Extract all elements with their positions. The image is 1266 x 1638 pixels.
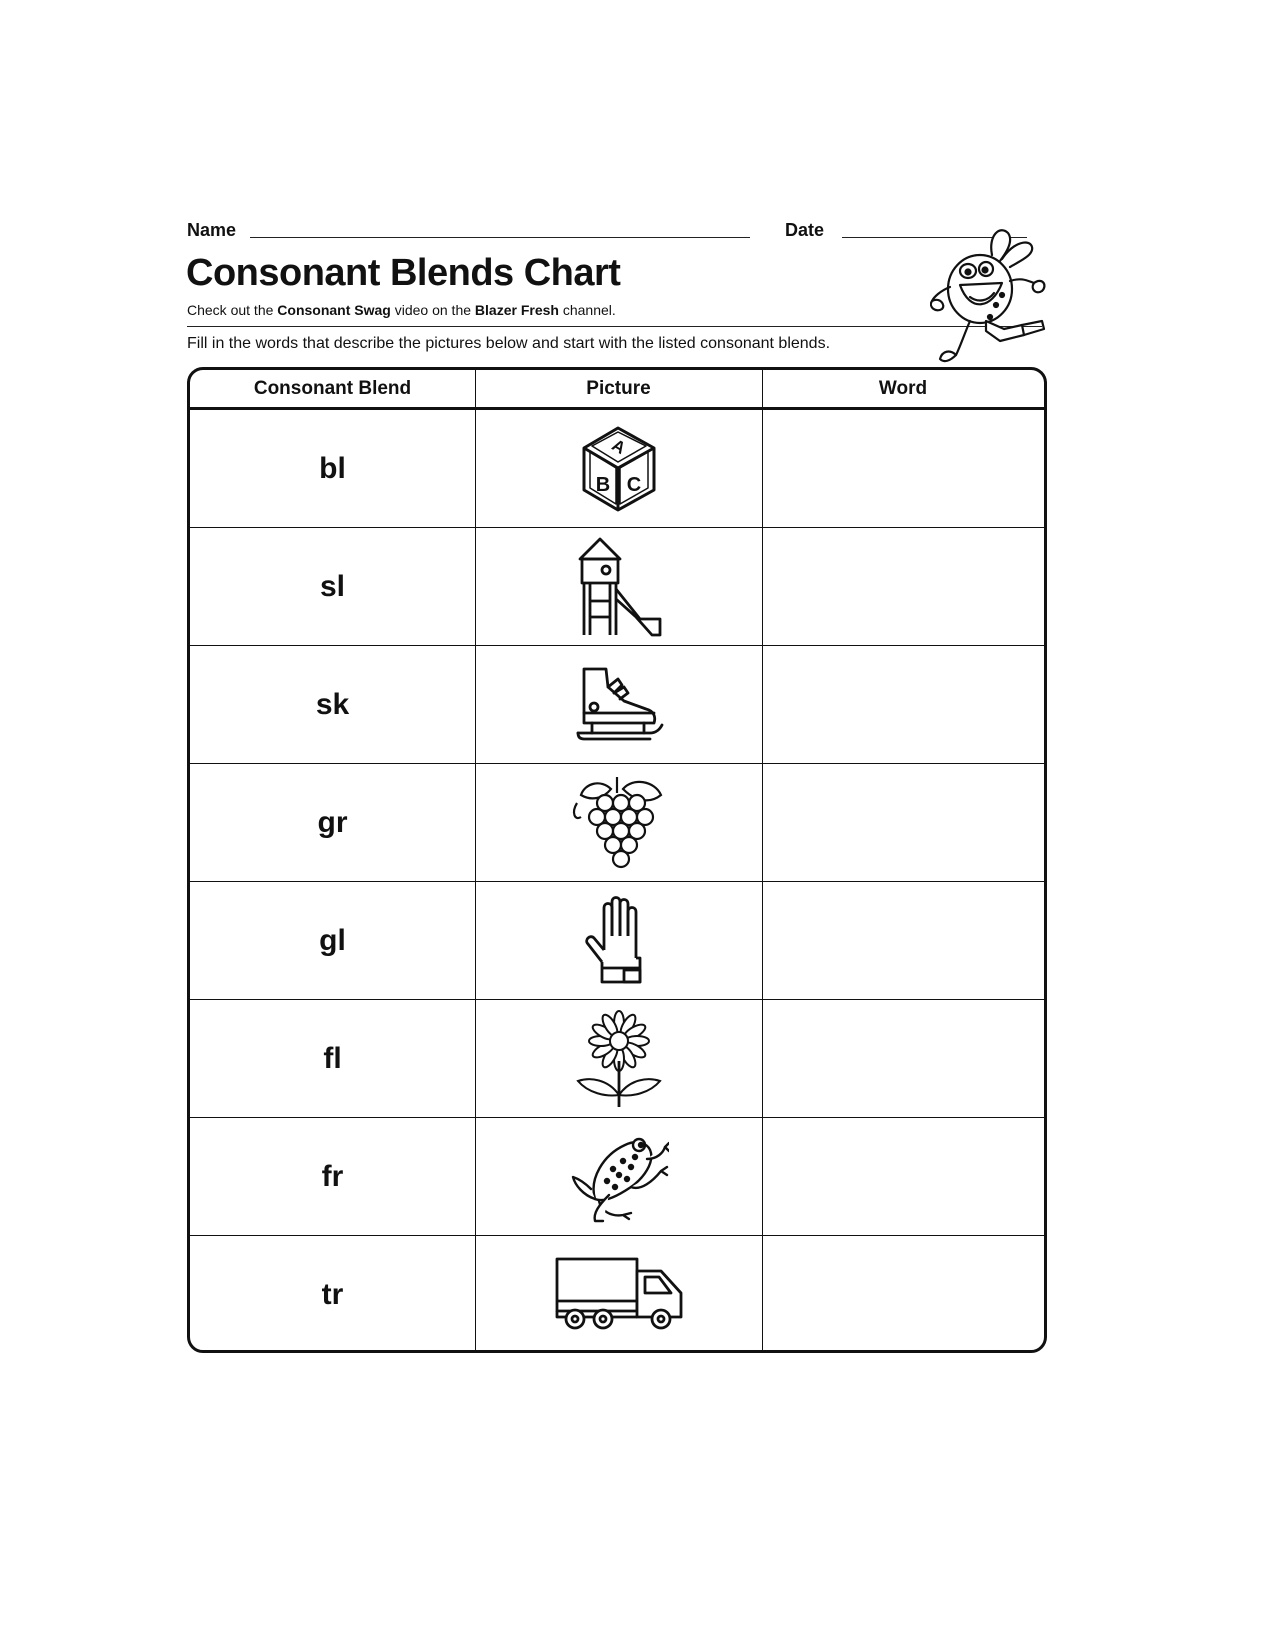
blend-label: fr: [321, 1159, 344, 1193]
blend-label: bl: [319, 451, 346, 485]
picture-cell: [475, 764, 762, 881]
table-row: [190, 764, 1044, 882]
frog-icon: [569, 1129, 669, 1225]
picture-cell: [475, 1000, 762, 1117]
picture-cell: [475, 1118, 762, 1235]
picture-cell: [475, 1236, 762, 1353]
picture-cell: [475, 410, 762, 527]
table-row: [190, 1000, 1044, 1118]
divider: [187, 326, 1042, 327]
blend-label: sk: [315, 687, 350, 721]
header-picture: Picture: [586, 378, 651, 399]
word-field[interactable]: [762, 646, 1044, 763]
blend-label: fl: [323, 1041, 342, 1075]
video-name: Consonant Swag: [277, 302, 391, 318]
name-label: Name: [187, 220, 237, 240]
word-field[interactable]: [762, 1118, 1044, 1235]
page-title: Consonant Blends Chart: [186, 252, 621, 294]
word-field[interactable]: [762, 1000, 1044, 1117]
header-blend: Consonant Blend: [253, 378, 412, 399]
ice-skate-icon: [574, 665, 664, 745]
table-row: [190, 528, 1044, 646]
table-row: [190, 1236, 1044, 1353]
picture-cell: [475, 882, 762, 999]
svg-text:C: C: [626, 473, 641, 496]
glove-icon: [584, 896, 654, 986]
table-row: [190, 646, 1044, 764]
abc-block-icon: [576, 424, 662, 514]
table-row: [190, 410, 1044, 528]
name-field[interactable]: [250, 237, 750, 238]
svg-text:B: B: [595, 473, 610, 496]
blend-label: sl: [319, 569, 346, 603]
rabbit-mascot-icon: [930, 225, 1070, 375]
date-label: Date: [785, 220, 825, 240]
subtitle: Check out the Consonant Swag video on the Blazer Fresh channel.: [187, 302, 616, 318]
word-field[interactable]: [762, 410, 1044, 527]
blend-label: tr: [321, 1277, 344, 1311]
picture-cell: [475, 528, 762, 645]
instructions: Fill in the words that describe the pictures below and start with the listed consonant blends.: [187, 335, 831, 352]
blend-label: gr: [317, 805, 348, 839]
blend-label: gl: [319, 923, 346, 957]
word-field[interactable]: [762, 1236, 1044, 1353]
flower-icon: [576, 1009, 662, 1109]
word-field[interactable]: [762, 882, 1044, 999]
header-word: Word: [878, 378, 928, 399]
table-header: [190, 370, 1044, 410]
truck-icon: [553, 1255, 685, 1335]
svg-text:A: A: [608, 434, 629, 458]
name-date-row: [187, 220, 1027, 250]
table-row: [190, 882, 1044, 1000]
channel-name: Blazer Fresh: [474, 302, 559, 318]
word-field[interactable]: [762, 764, 1044, 881]
picture-cell: [475, 646, 762, 763]
grapes-icon: [571, 773, 667, 873]
blends-table: [187, 367, 1047, 1353]
slide-icon: [574, 537, 664, 637]
word-field[interactable]: [762, 528, 1044, 645]
table-row: [190, 1118, 1044, 1236]
